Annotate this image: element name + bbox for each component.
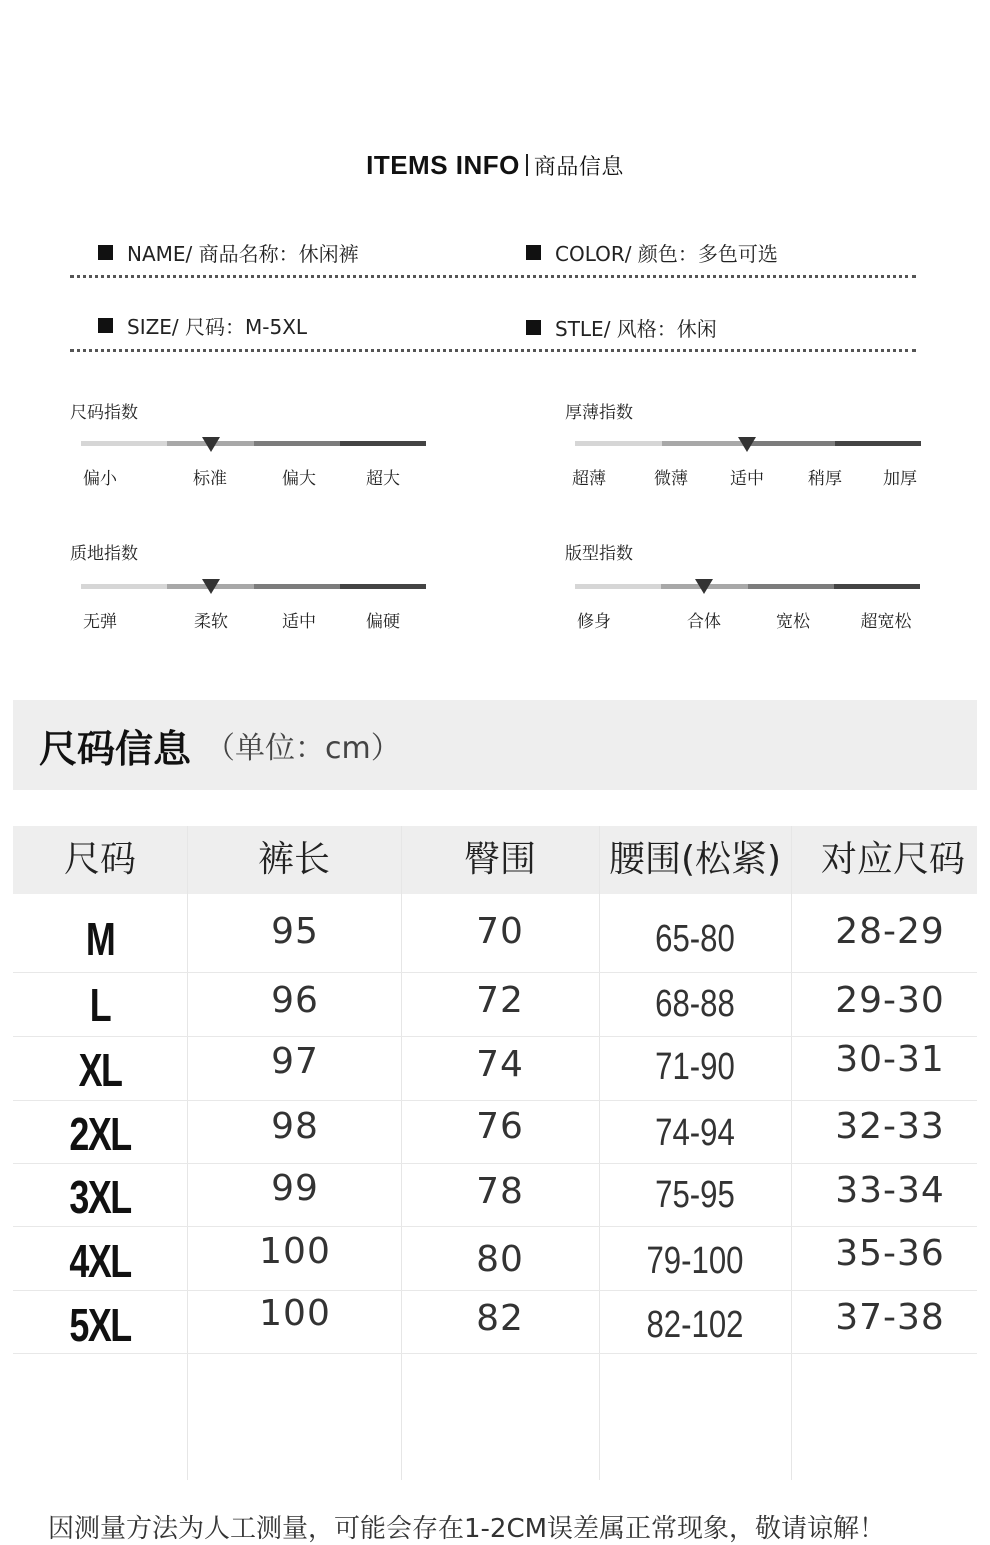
- measurement-footnote: 因测量方法为人工测量，可能会存在1-2CM误差属正常现象，敬请谅解！: [48, 1514, 886, 1544]
- info-name-text: NAME/ 商品名称：休闲裤: [127, 242, 359, 266]
- thickness-index-label: 加厚: [883, 469, 917, 489]
- table-header-equivalent: 对应尺码: [820, 839, 965, 880]
- thickness-index-label: 稍厚: [808, 469, 842, 489]
- row-divider: [13, 1226, 977, 1227]
- dotted-divider: [70, 275, 916, 278]
- texture-index-label: 柔软: [194, 612, 228, 632]
- texture-index-label: 适中: [282, 612, 316, 632]
- row-divider: [13, 1036, 977, 1037]
- bullet-square-icon: [526, 245, 541, 260]
- thickness-index-title: 厚薄指数: [565, 403, 633, 423]
- table-cell-equivalent: 28-29: [835, 911, 945, 952]
- table-cell-length: 96: [271, 980, 319, 1021]
- size-index-label: 偏小: [83, 469, 117, 489]
- table-cell-hip: 70: [476, 911, 524, 952]
- table-header-waist: 腰围(松紧): [608, 839, 782, 880]
- size-index-bar: [81, 441, 426, 446]
- fit-index-title: 版型指数: [565, 544, 633, 564]
- table-cell-waist: 65-80: [655, 918, 735, 960]
- size-index-label: 偏大: [282, 469, 316, 489]
- size-table-header: [13, 826, 977, 894]
- info-size-text: SIZE/ 尺码：M-5XL: [127, 315, 308, 339]
- table-cell-waist: 71-90: [655, 1046, 735, 1088]
- items-info-title-en: ITEMS INFO: [366, 150, 520, 180]
- table-cell-hip: 82: [476, 1298, 524, 1339]
- table-cell-size: 5XL: [69, 1299, 131, 1351]
- table-header-hip: 臀围: [463, 839, 536, 880]
- table-cell-equivalent: 32-33: [835, 1106, 945, 1147]
- table-cell-hip: 80: [476, 1239, 524, 1280]
- row-divider: [13, 1163, 977, 1164]
- size-index-title: 尺码指数: [70, 403, 138, 423]
- table-cell-hip: 74: [476, 1044, 524, 1085]
- size-index-label: 超大: [366, 469, 400, 489]
- info-style-text: STLE/ 风格：休闲: [555, 317, 717, 341]
- size-info-title: 尺码信息: [39, 726, 192, 771]
- info-style: [526, 313, 717, 342]
- table-cell-size: 3XL: [69, 1171, 131, 1223]
- thickness-index-pointer-icon: [738, 437, 756, 452]
- title-separator: [526, 154, 528, 176]
- texture-index-pointer-icon: [202, 579, 220, 594]
- size-index-label: 标准: [193, 469, 227, 489]
- fit-index-pointer-icon: [695, 579, 713, 594]
- table-cell-waist: 79-100: [646, 1240, 744, 1282]
- table-cell-hip: 76: [476, 1106, 524, 1147]
- table-cell-equivalent: 30-31: [835, 1039, 945, 1080]
- table-cell-equivalent: 37-38: [835, 1297, 945, 1338]
- fit-index-label: 合体: [687, 612, 721, 632]
- table-cell-size: XL: [78, 1044, 122, 1096]
- table-cell-length: 98: [271, 1106, 319, 1147]
- texture-index-label: 无弹: [83, 612, 117, 632]
- size-info-unit: （单位：cm）: [205, 731, 401, 766]
- dotted-divider: [70, 349, 916, 352]
- fit-index-label: 超宽松: [860, 612, 912, 632]
- thickness-index-label: 微薄: [654, 469, 688, 489]
- table-cell-equivalent: 35-36: [835, 1233, 945, 1274]
- table-cell-length: 99: [271, 1168, 319, 1209]
- table-cell-waist: 68-88: [655, 983, 735, 1025]
- info-color: [526, 238, 778, 267]
- size-index-pointer-icon: [202, 437, 220, 452]
- table-cell-waist: 74-94: [655, 1112, 735, 1154]
- fit-index-bar: [575, 584, 920, 589]
- info-color-text: COLOR/ 颜色：多色可选: [555, 242, 778, 266]
- bullet-square-icon: [98, 245, 113, 260]
- bullet-square-icon: [98, 318, 113, 333]
- table-cell-hip: 72: [476, 980, 524, 1021]
- table-cell-length: 95: [271, 911, 319, 952]
- table-cell-size: 4XL: [69, 1235, 131, 1287]
- table-cell-waist: 82-102: [646, 1304, 744, 1346]
- info-size: [98, 311, 307, 340]
- column-divider: [599, 826, 600, 1480]
- table-cell-size: L: [89, 979, 111, 1031]
- table-header-size: 尺码: [63, 839, 136, 880]
- table-cell-hip: 78: [476, 1171, 524, 1212]
- info-name: [98, 238, 359, 267]
- items-info-title-cn: 商品信息: [533, 155, 624, 180]
- table-cell-waist: 75-95: [655, 1174, 735, 1216]
- table-cell-size: 2XL: [69, 1108, 131, 1160]
- table-cell-length: 97: [271, 1041, 319, 1082]
- table-cell-length: 100: [259, 1293, 331, 1334]
- row-divider: [13, 1290, 977, 1291]
- row-divider: [13, 1100, 977, 1101]
- fit-index-label: 修身: [577, 612, 611, 632]
- table-cell-equivalent: 33-34: [835, 1170, 945, 1211]
- column-divider: [187, 826, 188, 1480]
- texture-index-bar: [81, 584, 426, 589]
- fit-index-label: 宽松: [776, 612, 810, 632]
- bullet-square-icon: [526, 320, 541, 335]
- row-divider: [13, 1353, 977, 1354]
- table-header-length: 裤长: [257, 839, 330, 880]
- texture-index-label: 偏硬: [366, 612, 400, 632]
- texture-index-title: 质地指数: [70, 544, 138, 564]
- items-info-title: [0, 150, 990, 181]
- table-cell-equivalent: 29-30: [835, 980, 945, 1021]
- row-divider: [13, 972, 977, 973]
- table-cell-length: 100: [259, 1231, 331, 1272]
- size-info-header: [13, 700, 977, 790]
- thickness-index-label: 超薄: [572, 469, 606, 489]
- thickness-index-label: 适中: [730, 469, 764, 489]
- table-cell-size: M: [85, 913, 115, 965]
